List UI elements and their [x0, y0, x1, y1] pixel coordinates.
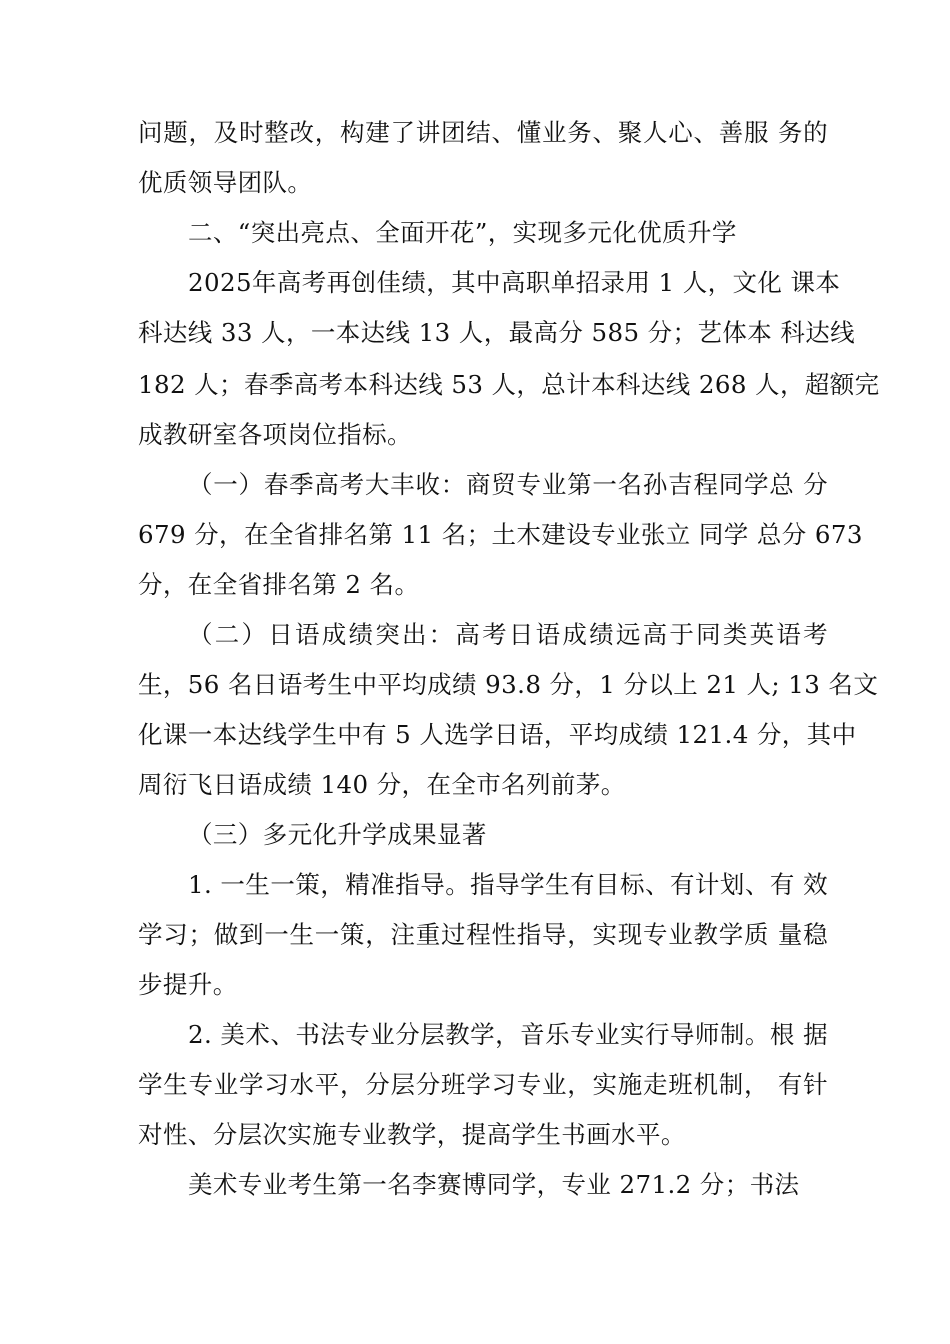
text-line-4: 2025年高考再创佳绩，其中高职单招录用 1 人，文化 课本	[188, 268, 841, 297]
subsection-heading-2: （二）日语成绩突出：高考日语成绩远高于同类英语考	[188, 620, 828, 649]
text-line-12: 生，56 名日语考生中平均成绩 93.8 分，1 分以上 21 人; 13 名文	[138, 670, 879, 699]
text-line-5: 科达线 33 人，一本达线 13 人，最高分 585 分；艺体本 科达线	[138, 318, 856, 347]
text-line-6: 182 人；春季高考本科达线 53 人，总计本科达线 268 人，超额完	[138, 370, 880, 399]
subsection-heading-3: （三）多元化升学成果显著	[188, 820, 487, 849]
text-line-10: 分，在全省排名第 2 名。	[138, 570, 420, 599]
text-line-21: 对性、分层次实施专业教学，提高学生书画水平。	[138, 1120, 686, 1149]
text-line-2: 优质领导团队。	[138, 168, 313, 197]
text-line-14: 周衍飞日语成绩 140 分，在全市名列前茅。	[138, 770, 626, 799]
subsection-heading-1: （一）春季高考大丰收：商贸专业第一名孙吉程同学总 分	[188, 470, 828, 499]
list-item-2: 2. 美术、书法专业分层教学，音乐专业实行导师制。根 据	[188, 1020, 828, 1049]
text-line-18: 步提升。	[138, 970, 238, 999]
text-line-1: 问题，及时整改，构建了讲团结、懂业务、聚人心、善服 务的	[138, 118, 828, 147]
text-line-9: 679 分，在全省排名第 11 名；土木建设专业张立 同学 总分 673	[138, 520, 863, 549]
text-line-7: 成教研室各项岗位指标。	[138, 420, 412, 449]
section-heading-2: 二、“突出亮点、全面开花”，实现多元化优质升学	[188, 218, 737, 247]
text-line-20: 学生专业学习水平，分层分班学习专业，实施走班机制， 有针	[138, 1070, 828, 1099]
list-item-1: 1. 一生一策，精准指导。指导学生有目标、有计划、有 效	[188, 870, 828, 899]
text-line-17: 学习；做到一生一策，注重过程性指导，实现专业教学质 量稳	[138, 920, 828, 949]
text-line-22: 美术专业考生第一名李赛博同学，专业 271.2 分；书法	[188, 1170, 800, 1199]
text-line-13: 化课一本达线学生中有 5 人选学日语，平均成绩 121.4 分，其中	[138, 720, 857, 749]
